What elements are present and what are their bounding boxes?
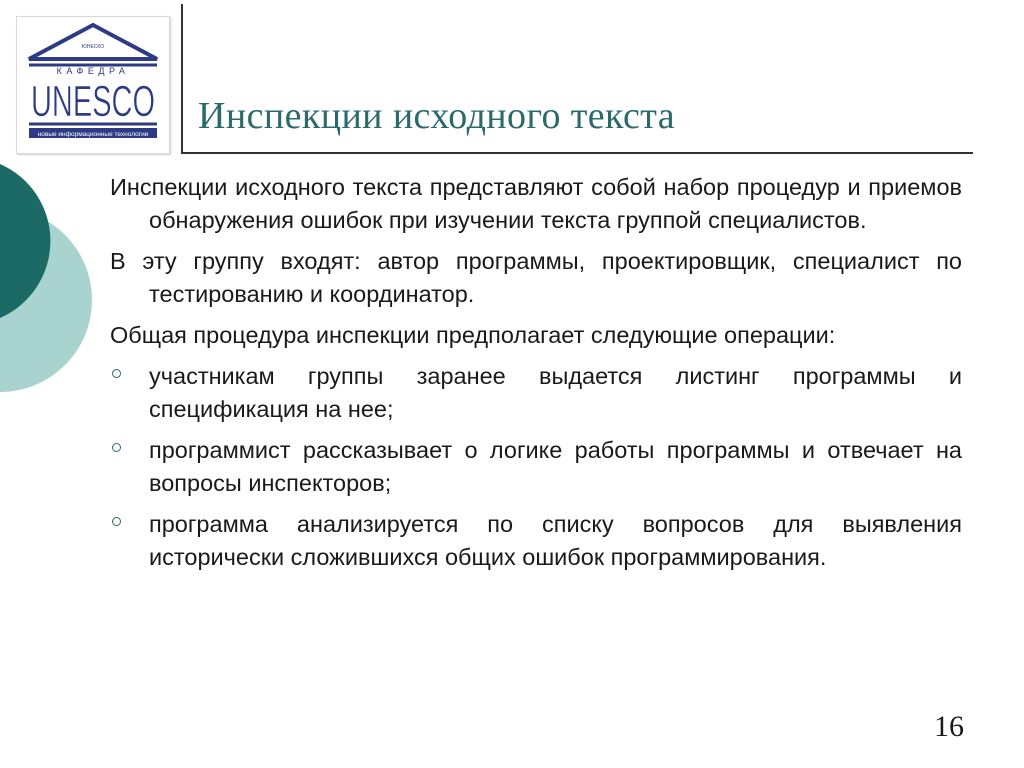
page-number: 16 <box>934 710 964 743</box>
list-item-text: программа анализируется по списку вопросов для выявления исторически сложившихся общих ошибок программирования. <box>149 511 962 570</box>
header-vertical-rule <box>181 4 183 154</box>
header-horizontal-rule <box>183 152 973 154</box>
circle-bullet-icon <box>112 517 121 526</box>
logo-kafedra-text: КАФЕДРА <box>56 66 130 76</box>
list-item <box>110 508 962 574</box>
logo-tagline-text: новые информационные технологии <box>37 131 149 138</box>
list-item-text: участникам группы заранее выдается листинг программы и спецификация на нее; <box>149 363 962 422</box>
list-item <box>110 360 962 426</box>
slide-body <box>110 171 962 582</box>
body-paragraph: Инспекции исходного текста представляют собой набор процедур и приемов обнаружения ошибок при изучении текста группой специалистов. <box>110 174 962 233</box>
body-paragraph: Общая процедура инспекции предполагает следующие операции: <box>110 322 836 348</box>
circle-bullet-icon <box>112 443 121 452</box>
circle-bullet-icon <box>112 369 121 378</box>
list-item <box>110 434 962 500</box>
list-item-text: программист рассказывает о логике работы программы и отвечает на вопросы инспекторов; <box>149 437 962 496</box>
logo-arch-text: ЮНЕСКО <box>81 44 105 50</box>
slide-title: Инспекции исходного текста <box>198 95 675 137</box>
body-paragraph: В эту группу входят: автор программы, проектировщик, специалист по тестированию и координатор. <box>110 248 962 307</box>
logo-unesco-text: UNESCO <box>31 77 155 126</box>
unesco-logo <box>16 16 170 154</box>
